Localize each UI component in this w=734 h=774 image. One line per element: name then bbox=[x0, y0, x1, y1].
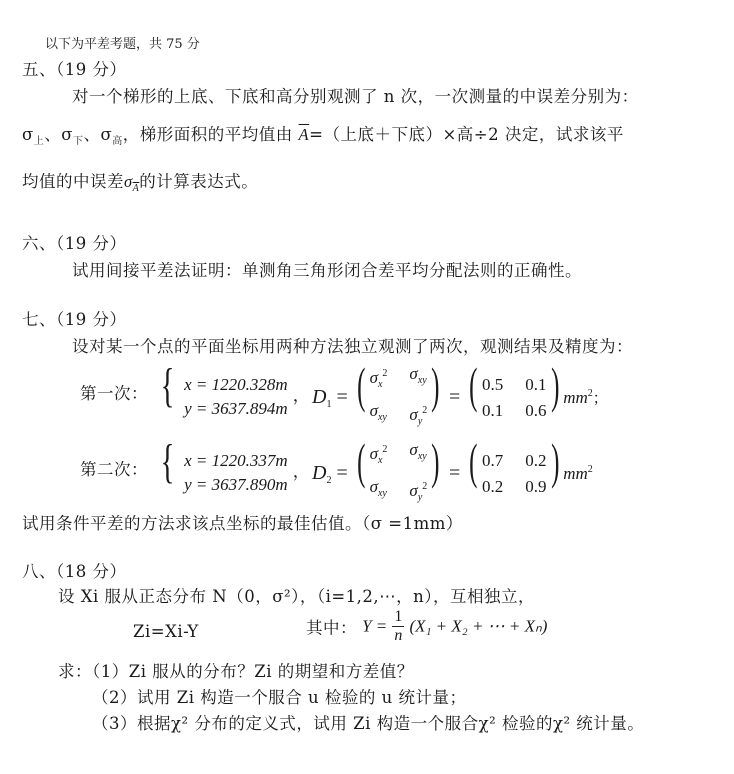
obs2-y: y = 3637.890m bbox=[184, 474, 288, 494]
sigma-bottom: $\sigma_下$ bbox=[61, 125, 84, 147]
obs2-matrix: $D_2$ = ( $\sigma_x^2$ $\sigma_{xy}$ $\sigma_{xy}$ $\sigma_y^2$ ) = ( 0.7 0.2 0.2 0.9 ) $mm^2$ bbox=[312, 433, 593, 503]
sigma-abar: $\sigma_{\overline{A}}$ bbox=[124, 172, 140, 194]
q5-line2: $\sigma_上$、$\sigma_下$、$\sigma_高$，梯形面积的平均值由 $\overline{A}=$（上底＋下底）×高÷2 决定，试求该平 bbox=[22, 125, 624, 147]
q7-title: 七、（19 分） bbox=[22, 310, 127, 329]
obs2-label: 第二次： bbox=[80, 460, 148, 479]
q7-body: 设对某一个点的平面坐标用两种方法独立观测了两次，观测结果及精度为： bbox=[72, 337, 633, 356]
q8-line1: 设 Xi 服从正态分布 N（0，σ²），（i=1,2,⋯，n），互相独立， bbox=[58, 587, 536, 606]
a-bar: $\overline{A}$ bbox=[298, 125, 310, 144]
q8-title: 八、（18 分） bbox=[22, 562, 127, 581]
q8-zdef: Zi=Xi-Y bbox=[133, 622, 199, 641]
obs2-x: x = 1220.337m bbox=[184, 450, 288, 470]
exam-note: 以下为平差考题，共 75 分 bbox=[45, 37, 200, 52]
q7-closing: 试用条件平差的方法求该点坐标的最佳估值。（σ =1mm） bbox=[22, 514, 463, 533]
q8-ask1: 求：（1）Zi 服从的分布？Zi 的期望和方差值？ bbox=[58, 662, 414, 681]
obs1-y: y = 3637.894m bbox=[184, 398, 288, 418]
q5-title: 五、（19 分） bbox=[22, 60, 127, 79]
obs1-matrix: $D_1$ = ( $\sigma_x^2$ $\sigma_{xy}$ $\sigma_{xy}$ $\sigma_y^2$ ) = ( 0.5 0.1 0.1 0.6 ) $mm^2$； bbox=[312, 357, 608, 427]
q6-title: 六、（19 分） bbox=[22, 234, 127, 253]
sigma-height: $\sigma_高$ bbox=[100, 125, 123, 147]
obs1-system: { x = 1220.328m y = 3637.894m ， bbox=[156, 362, 310, 421]
obs1-x: x = 1220.328m bbox=[184, 374, 288, 394]
q5-line1: 对一个梯形的上底、下底和高分别观测了 n 次，一次测量的中误差分别为： bbox=[72, 87, 639, 106]
q6-body: 试用间接平差法证明：单测角三角形闭合差平均分配法则的正确性。 bbox=[72, 261, 582, 280]
sigma-top: $\sigma_上$ bbox=[22, 125, 45, 147]
q8-ask2: （2）试用 Zi 构造一个服合 u 检验的 u 统计量； bbox=[92, 688, 467, 707]
obs2-system: { x = 1220.337m y = 3637.890m ， bbox=[156, 438, 310, 497]
q8-y-def: 其中： Y = $\frac{1}{n}$ (X₁ + X₂ + ⋯ + Xₙ) bbox=[306, 608, 548, 644]
q8-ask3: （3）根据χ² 分布的定义式，试用 Zi 构造一个服合χ² 检验的χ² 统计量。 bbox=[92, 714, 645, 733]
obs1-label: 第一次： bbox=[80, 384, 148, 403]
q5-line3: 均值的中误差$\sigma_{\overline{A}}$的计算表达式。 bbox=[22, 172, 259, 194]
